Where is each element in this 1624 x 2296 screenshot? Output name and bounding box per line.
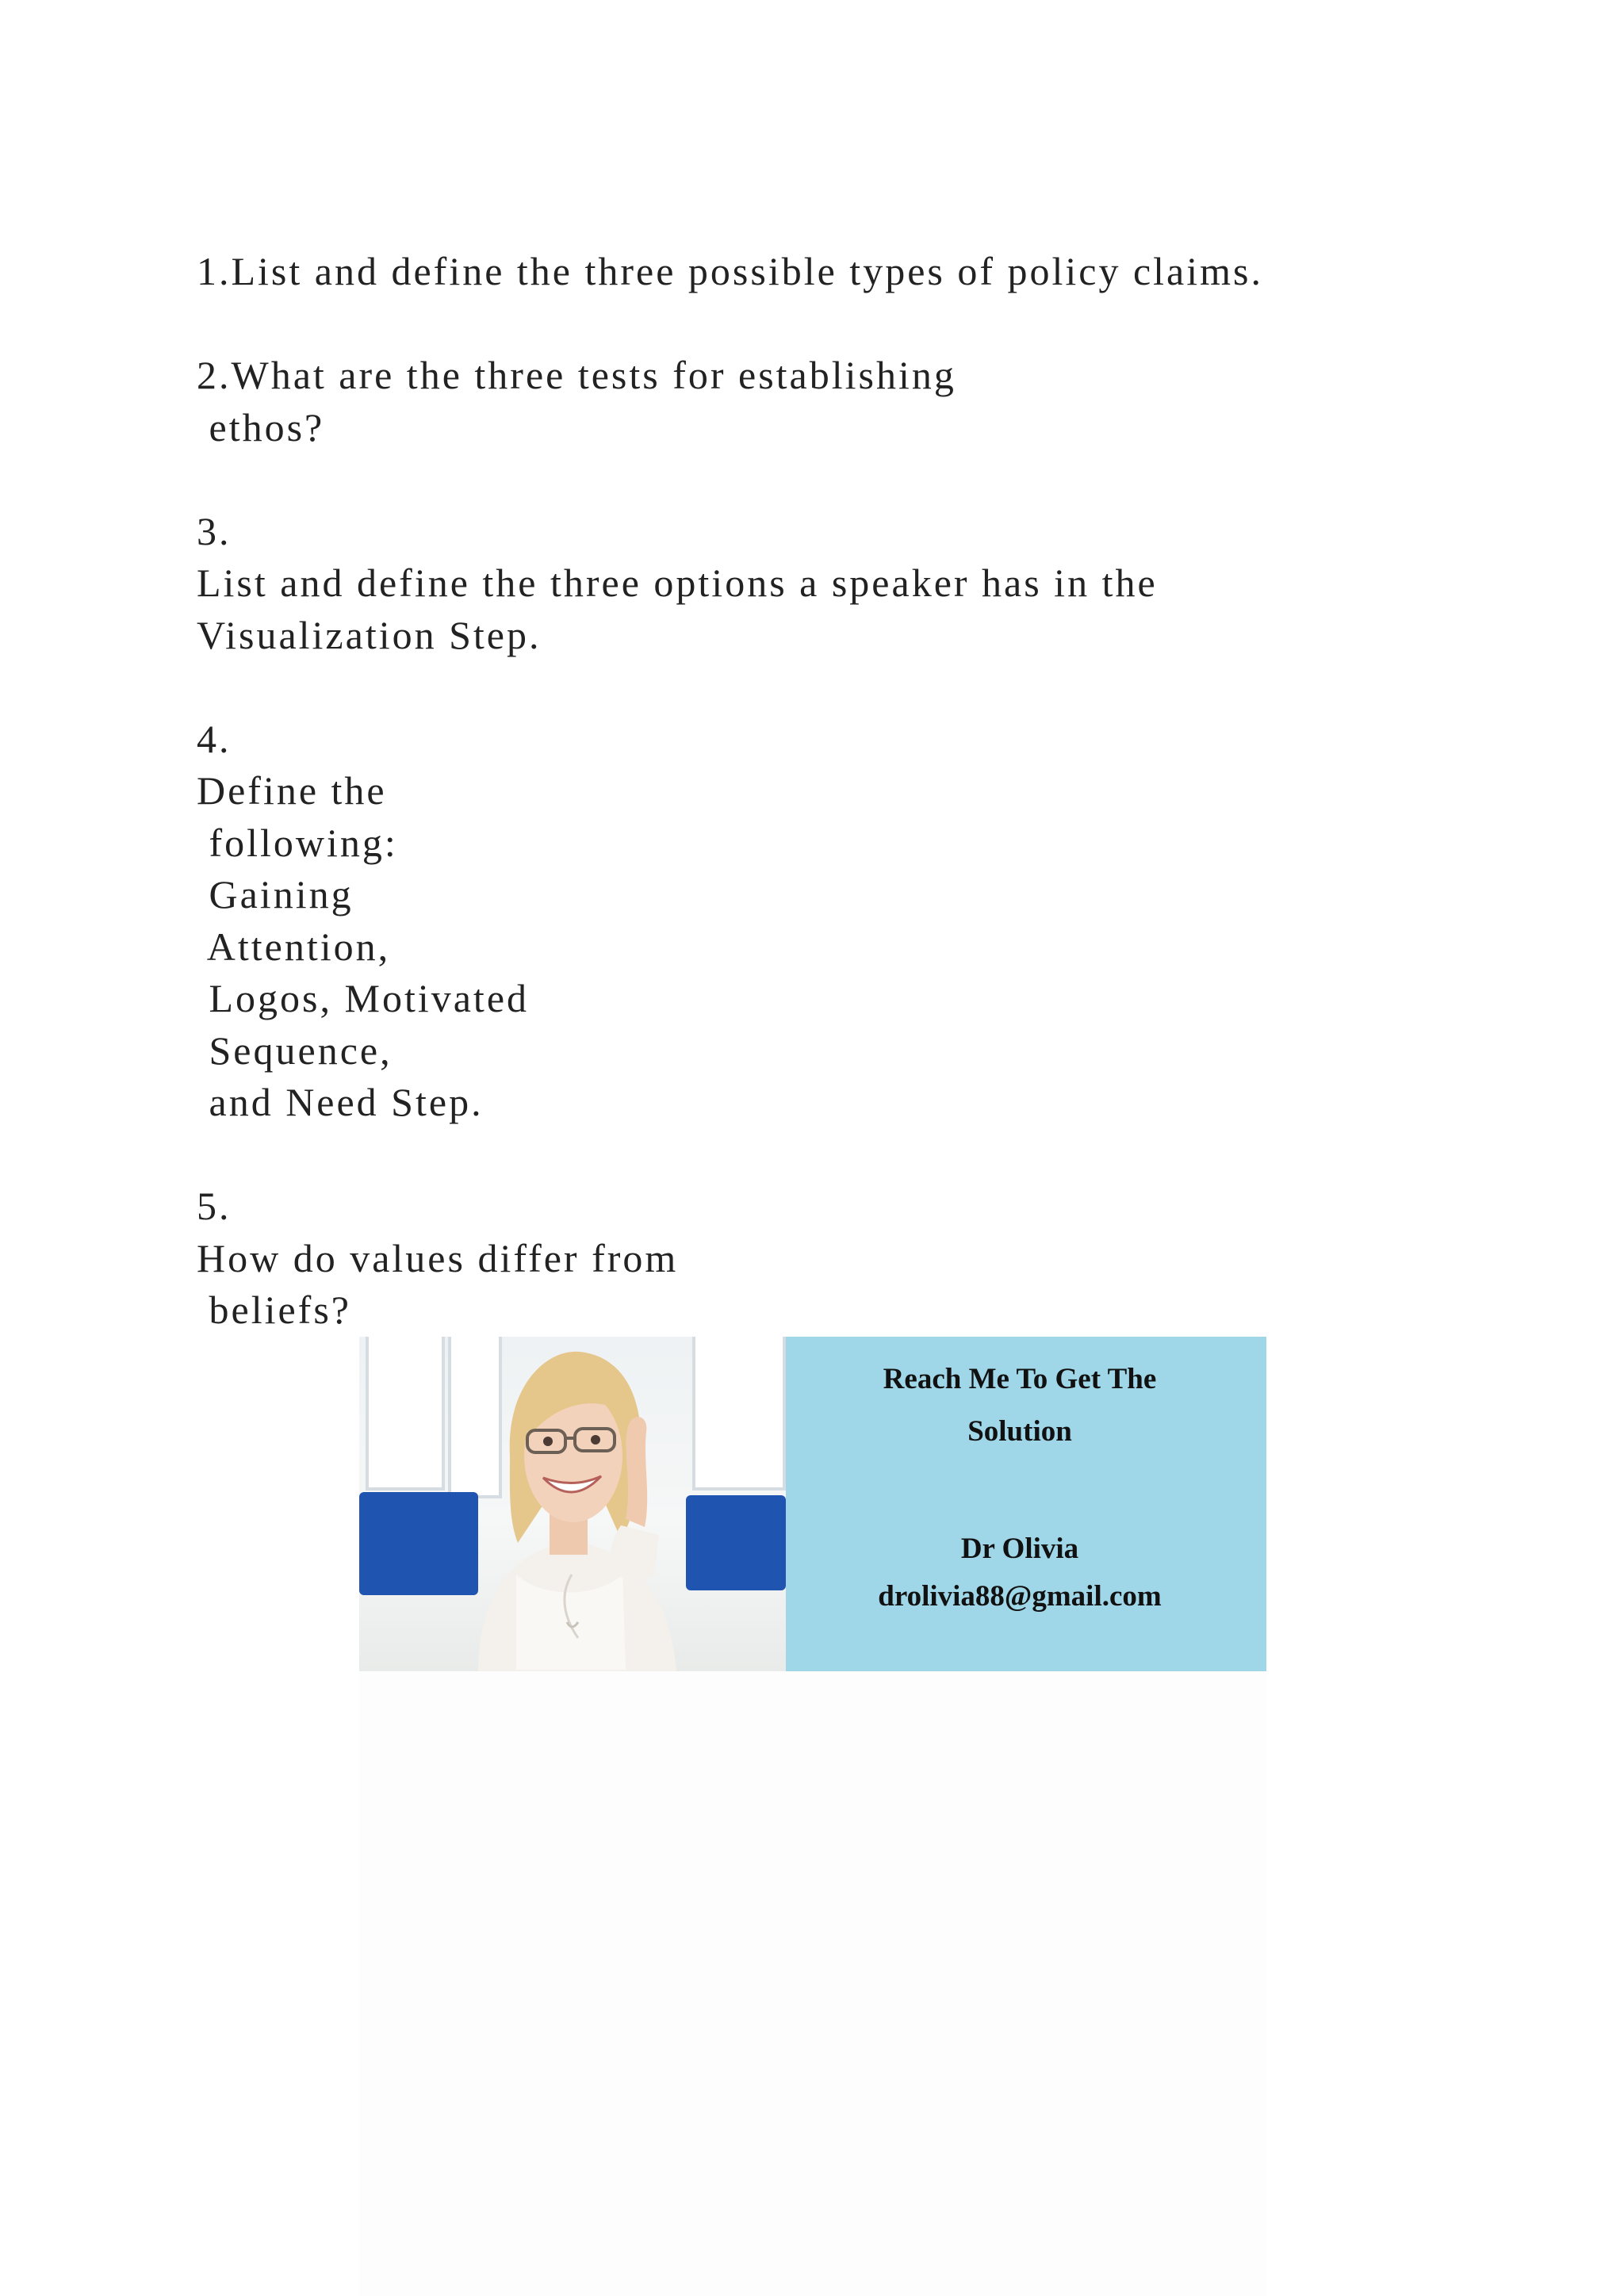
contact-info-panel: [786, 1337, 1266, 1671]
question-4: [197, 714, 1465, 1129]
contact-banner: [359, 1337, 1266, 1671]
question-4-line-8: and Need Step.: [197, 1080, 484, 1124]
question-4-line-6: Logos, Motivated: [197, 976, 530, 1020]
contact-email: drolivia88@gmail.com: [878, 1580, 1162, 1613]
question-1-line-1: 1.List and define the three possible types of policy claims.: [197, 249, 1263, 293]
question-3-line-1: 3.: [197, 508, 232, 553]
contact-name: Dr Olivia: [960, 1533, 1079, 1565]
question-1: [197, 246, 1465, 298]
question-5: [197, 1181, 1465, 1337]
question-5-line-1: 5.: [197, 1184, 232, 1228]
question-4-line-4: Gaining: [197, 872, 354, 916]
woman-photo: [359, 1337, 786, 1671]
question-4-line-3: following:: [197, 820, 398, 865]
question-2: [197, 350, 1465, 453]
question-list: [197, 246, 1465, 1337]
image-shadow-area: [359, 1671, 1266, 2296]
woman-figure: [359, 1337, 786, 1671]
question-4-line-1: 4.: [197, 716, 232, 761]
question-5-line-2: How do values differ from: [197, 1235, 679, 1280]
banner-heading-line-2: Solution: [967, 1415, 1072, 1448]
question-3: [197, 506, 1465, 662]
question-3-line-2: List and define the three options a speaker has in the: [197, 561, 1158, 605]
question-3-line-3: Visualization Step.: [197, 612, 542, 657]
question-2-line-1: 2.What are the three tests for establishing: [197, 353, 956, 397]
banner-heading-line-1: Reach Me To Get The: [883, 1363, 1157, 1395]
question-4-line-2: Define the: [197, 768, 387, 813]
question-4-line-5: Attention,: [197, 924, 391, 969]
question-2-line-2: ethos?: [197, 404, 325, 450]
question-4-line-7: Sequence,: [197, 1027, 393, 1073]
question-5-line-3: beliefs?: [197, 1288, 351, 1332]
